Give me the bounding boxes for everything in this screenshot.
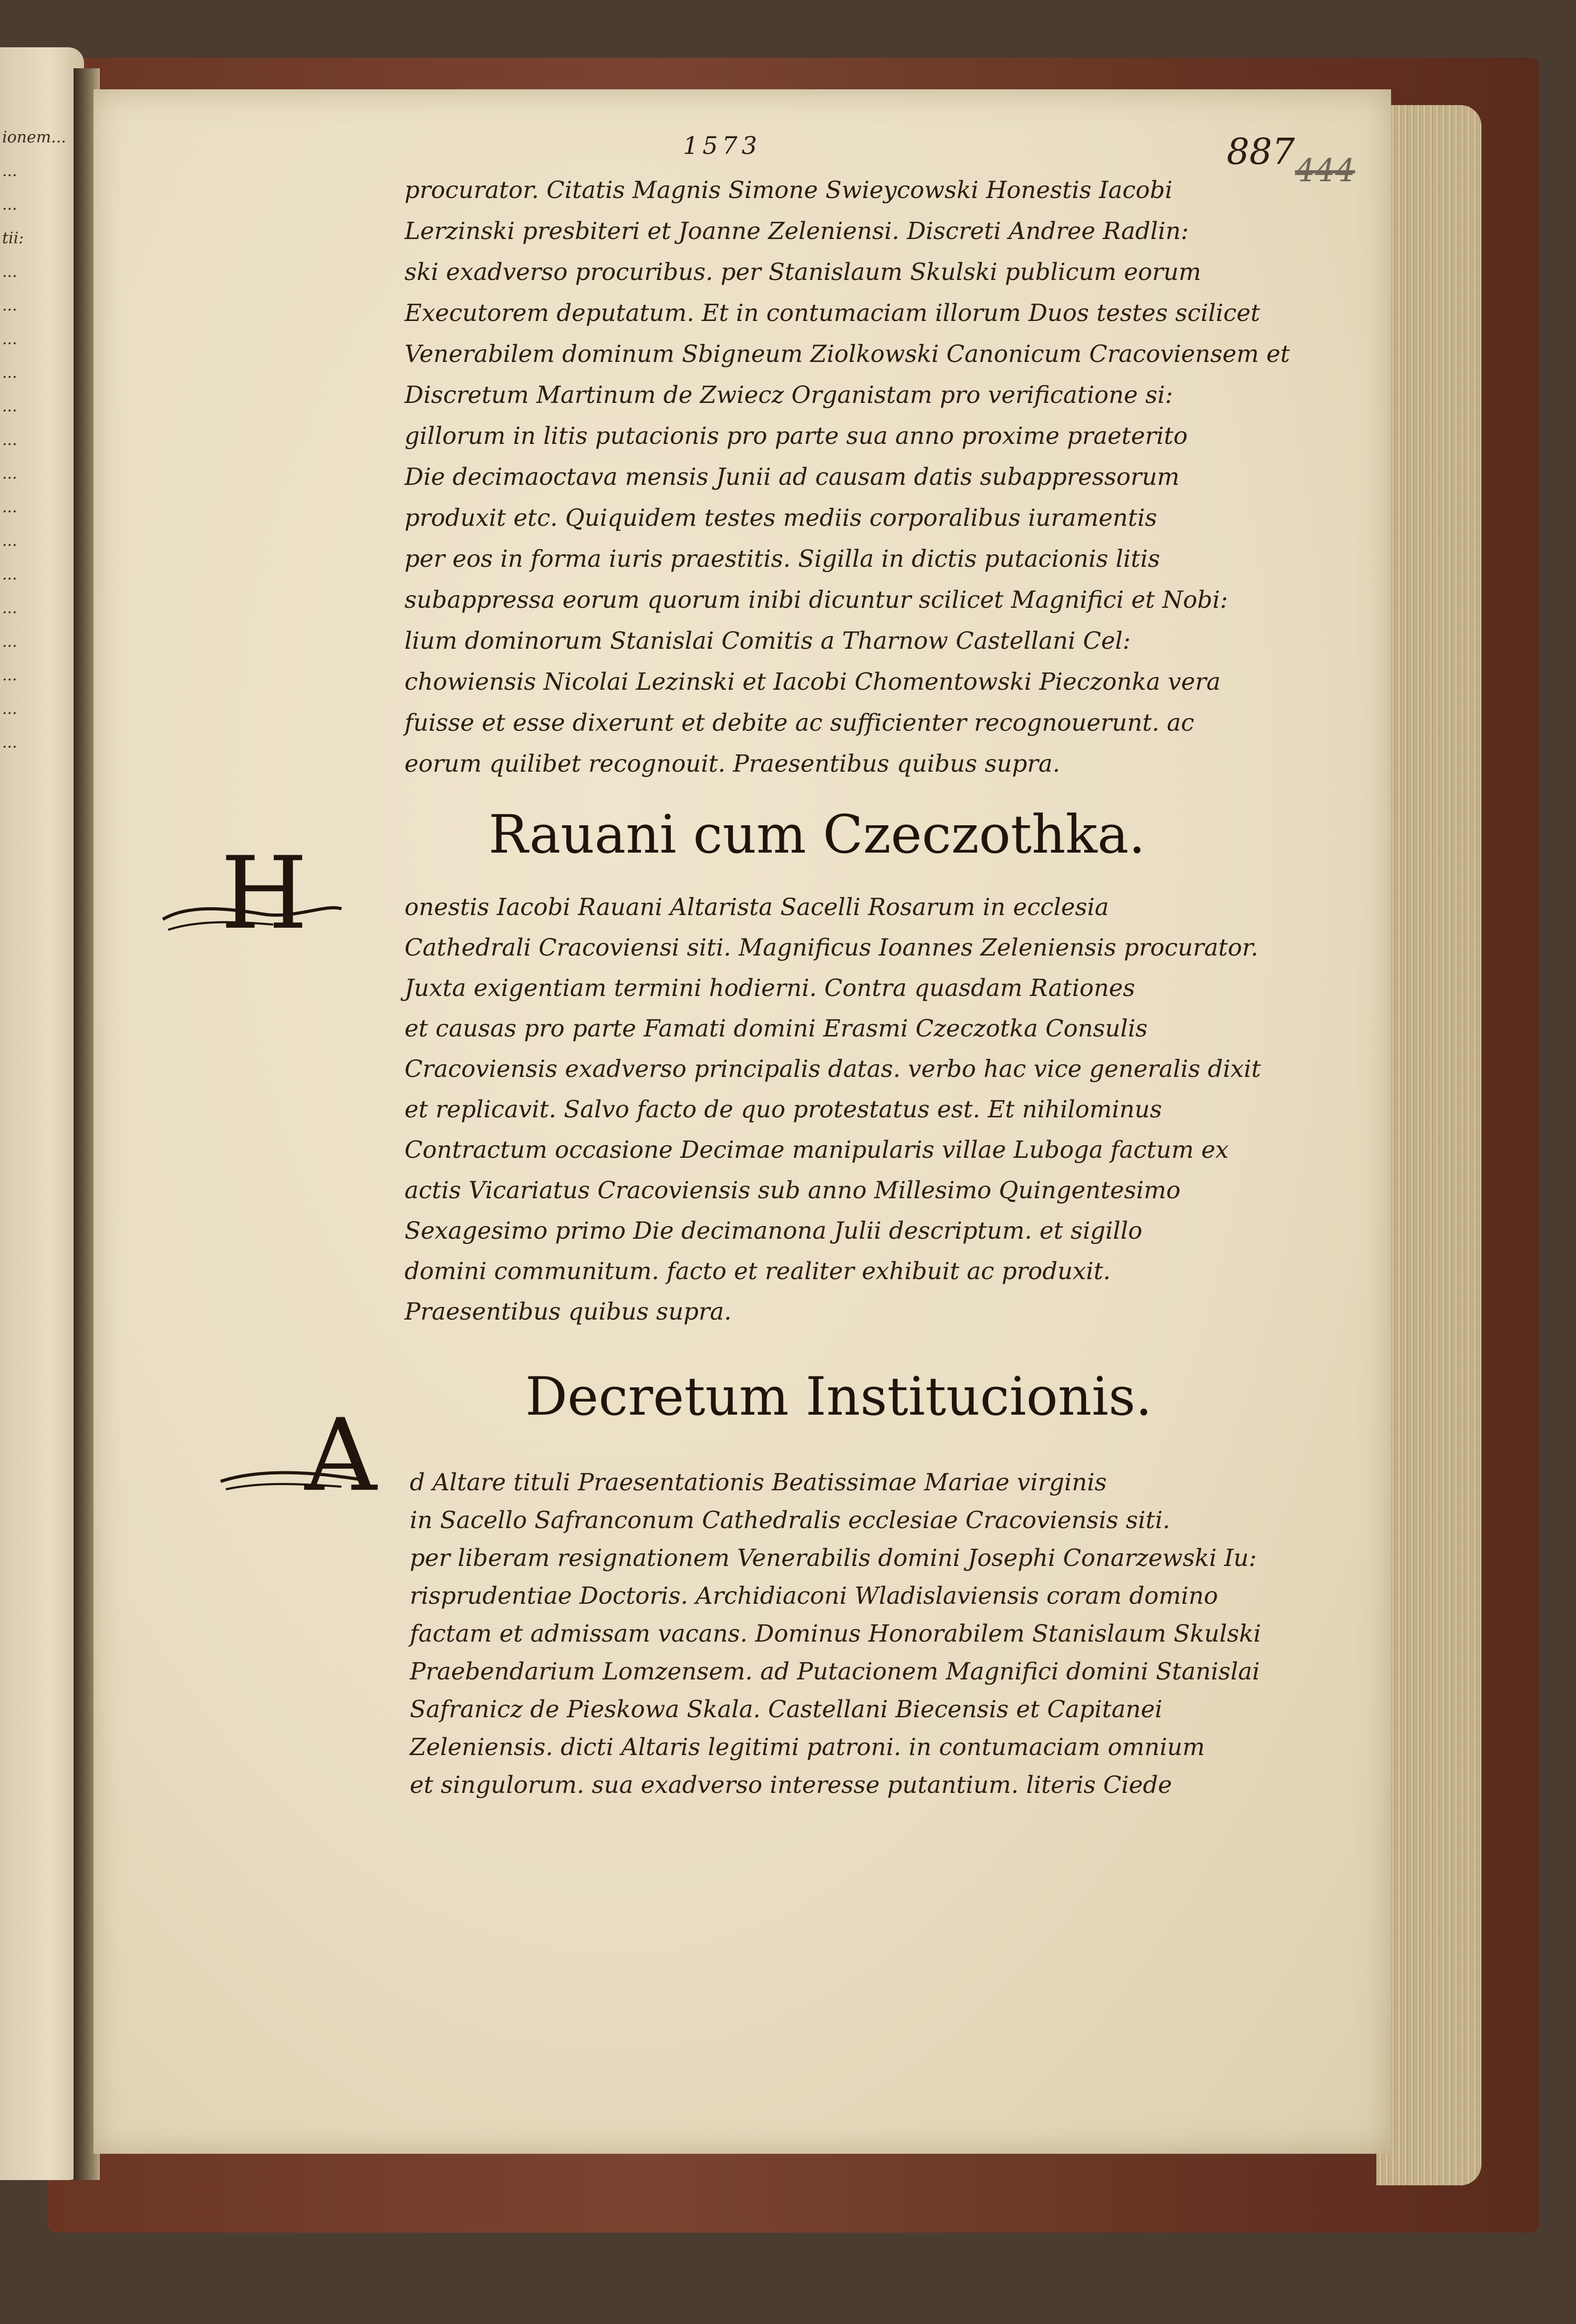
left-margin-fragment: ... (2, 565, 17, 584)
left-page-margin-text (2, 121, 81, 760)
manuscript-line: fuisse et esse dixerunt et debite ac sufficienter recognouerunt. ac (405, 709, 1195, 736)
manuscript-line: subappressa eorum quorum inibi dicuntur scilicet Magnifici et Nobi: (405, 586, 1228, 614)
manuscript-line: Cathedrali Cracoviensi siti. Magnificus Ioannes Zeleniensis procurator. (405, 933, 1259, 961)
manuscript-line: lium dominorum Stanislai Comitis a Tharnow Castellani Cel: (405, 627, 1131, 655)
manuscript-line: gillorum in litis putacionis pro parte sua anno proxime praeterito (405, 422, 1188, 450)
manuscript-line: et replicavit. Salvo facto de quo protestatus est. Et nihilominus (405, 1095, 1162, 1123)
heading-rauani: Rauani cum Czeczothka. (489, 804, 1146, 865)
left-page-edge (0, 47, 84, 2180)
left-margin-fragment: ... (2, 296, 17, 315)
manuscript-line: Cracoviensis exadverso principalis datas. verbo hac vice generalis dixit (405, 1055, 1261, 1083)
left-margin-fragment: ... (2, 364, 17, 382)
manuscript-line: d Altare tituli Praesentationis Beatissimae Mariae virginis (410, 1468, 1107, 1496)
left-margin-fragment: ... (2, 431, 17, 449)
page-edges (1376, 105, 1481, 2185)
left-margin-fragment: ... (2, 532, 17, 550)
manuscript-line: et singulorum. sua exadverso interesse putantium. literis Ciede (410, 1771, 1172, 1799)
manuscript-line: Die decimaoctava mensis Junii ad causam datis subappressorum (405, 463, 1180, 491)
manuscript-line: risprudentiae Doctoris. Archidiaconi Wladislaviensis coram domino (410, 1582, 1218, 1610)
manuscript-line: Discretum Martinum de Zwiecz Organistam pro verificatione si: (405, 381, 1173, 409)
manuscript-line: per liberam resignationem Venerabilis domini Josephi Conarzewski Iu: (410, 1544, 1257, 1572)
manuscript-line: Praesentibus quibus supra. (405, 1298, 732, 1325)
manuscript-line: Venerabilem dominum Sbigneum Ziolkowski Canonicum Cracoviensem et (405, 340, 1290, 368)
manuscript-line: eorum quilibet recognouit. Praesentibus quibus supra. (405, 750, 1060, 777)
manuscript-line: produxit etc. Quiquidem testes mediis corporalibus iuramentis (405, 504, 1157, 532)
left-margin-fragment: ... (2, 632, 17, 651)
manuscript-line: Praebendarium Lomzensem. ad Putacionem Magnifici domini Stanislai (410, 1657, 1260, 1685)
manuscript-line: procurator. Citatis Magnis Simone Swieycowski Honestis Iacobi (405, 176, 1173, 204)
left-margin-fragment: ... (2, 700, 17, 718)
left-margin-fragment: ... (2, 330, 17, 348)
manuscript-line: Safranicz de Pieskowa Skala. Castellani Biecensis et Capitanei (410, 1695, 1163, 1723)
manuscript-line: Zeleniensis. dicti Altaris legitimi patroni. in contumaciam omnium (410, 1733, 1205, 1761)
left-margin-fragment: ionem... (2, 128, 66, 147)
year-header: 1573 (683, 131, 762, 160)
left-margin-fragment: ... (2, 464, 17, 483)
manuscript-line: Sexagesimo primo Die decimanona Julii descriptum. et sigillo (405, 1217, 1143, 1244)
initial-a: A (305, 1397, 377, 1513)
manuscript-line: domini communitum. facto et realiter exhibuit ac produxit. (405, 1257, 1111, 1285)
manuscript-line: Lerzinski presbiteri et Joanne Zeleniensi. Discreti Andree Radlin: (405, 217, 1189, 245)
manuscript-line: et causas pro parte Famati domini Erasmi Czeczotka Consulis (405, 1014, 1148, 1042)
left-margin-fragment: ... (2, 397, 17, 416)
initial-h: H (221, 835, 308, 951)
left-margin-fragment: ... (2, 195, 17, 214)
old-folio-number: 444 (1295, 152, 1355, 189)
left-margin-fragment: tii: (2, 229, 24, 247)
manuscript-line: actis Vicariatus Cracoviensis sub anno Millesimo Quingentesimo (405, 1176, 1181, 1204)
left-margin-fragment: ... (2, 162, 17, 180)
manuscript-line: chowiensis Nicolai Lezinski et Iacobi Chomentowski Pieczonka vera (405, 668, 1221, 696)
left-margin-fragment: ... (2, 599, 17, 617)
left-margin-fragment: ... (2, 498, 17, 516)
manuscript-line: ski exadverso procuribus. per Stanislaum Skulski publicum eorum (405, 258, 1201, 286)
folio-number: 887 (1227, 131, 1295, 173)
left-margin-fragment: ... (2, 666, 17, 684)
left-margin-fragment: ... (2, 733, 17, 752)
manuscript-line: onestis Iacobi Rauani Altarista Sacelli Rosarum in ecclesia (405, 893, 1109, 921)
manuscript-line: Juxta exigentiam termini hodierni. Contra quasdam Rationes (405, 974, 1135, 1002)
manuscript-line: Executorem deputatum. Et in contumaciam illorum Duos testes scilicet (405, 299, 1260, 327)
manuscript-line: Contractum occasione Decimae manipularis villae Luboga factum ex (405, 1136, 1229, 1164)
heading-decretum: Decretum Institucionis. (525, 1366, 1153, 1427)
manuscript-line: factam et admissam vacans. Dominus Honorabilem Stanislaum Skulski (410, 1620, 1261, 1647)
left-margin-fragment: ... (2, 263, 17, 281)
manuscript-line: in Sacello Safranconum Cathedralis ecclesiae Cracoviensis siti. (410, 1506, 1170, 1534)
manuscript-line: per eos in forma iuris praestitis. Sigilla in dictis putacionis litis (405, 545, 1160, 573)
